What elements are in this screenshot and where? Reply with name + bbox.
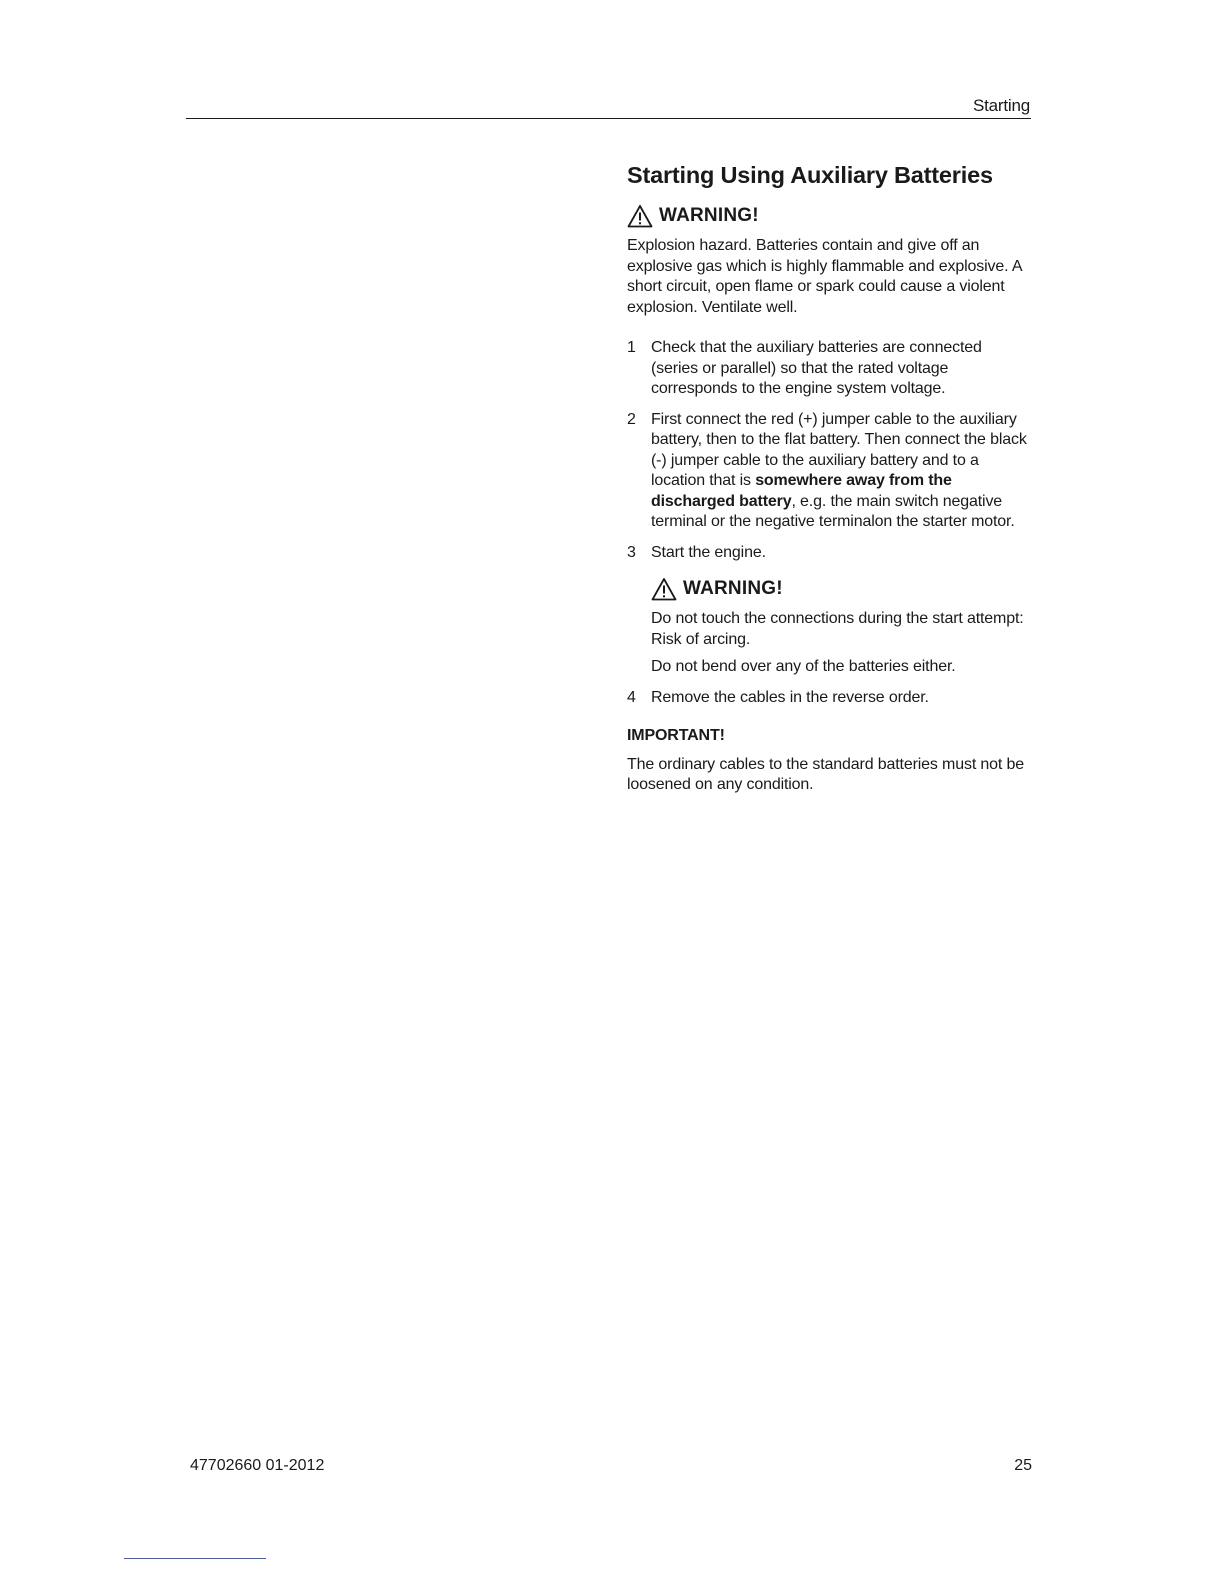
step-text-continued: , e.g. the main switch negative terminal or the negative terminalon the starter motor. <box>651 492 1015 530</box>
page-number: 25 <box>1014 1457 1032 1474</box>
step-item <box>627 688 1033 709</box>
warning-label: WARNING! <box>683 577 783 599</box>
warning-icon <box>651 577 677 601</box>
warning-text: Do not bend over any of the batteries either. <box>651 658 956 675</box>
warning-text: Explosion hazard. Batteries contain and give off an explosive gas which is highly flammable and explosive. A short circuit, open flame or spark could cause a violent explosion. Ventilate well. <box>627 237 1022 316</box>
warning-icon <box>627 204 653 228</box>
document-number: 47702660 01-2012 <box>190 1457 325 1474</box>
step-text: Start the engine. <box>651 543 766 561</box>
step-item <box>627 543 1033 678</box>
running-header: Starting <box>973 96 1030 115</box>
step-number: 1 <box>627 339 636 356</box>
content-column <box>627 160 1033 796</box>
important-heading: IMPORTANT! <box>627 727 725 744</box>
step-number: 2 <box>627 410 636 428</box>
important-text: The ordinary cables to the standard batteries must not be loosened on any condition. <box>627 755 1025 793</box>
step-text: Check that the auxiliary batteries are connected (series or parallel) so that the rated voltage corresponds to the engine system voltage. <box>651 339 982 397</box>
step-number: 4 <box>627 688 636 706</box>
steps-list <box>627 338 1033 708</box>
step-item <box>627 338 1033 400</box>
section-title: Starting Using Auxiliary Batteries <box>627 162 993 188</box>
step-text: First connect the red (+) jumper cable to the auxiliary battery, then to the flat battery. Then connect the black (-) jumper cable to the auxiliary battery and to a location that is <box>651 410 1027 489</box>
header-rule <box>186 118 1031 119</box>
step-item <box>627 410 1033 533</box>
warning-label: WARNING! <box>659 204 759 226</box>
step-text: Remove the cables in the reverse order. <box>651 688 929 706</box>
step-number: 3 <box>627 543 636 561</box>
step-text-emphasis: somewhere away from the discharged battery <box>651 472 952 510</box>
scan-artifact-line <box>124 1558 266 1559</box>
nested-warning <box>651 577 1033 678</box>
warning-heading <box>651 577 1033 601</box>
warning-text: Do not touch the connections during the start attempt: Risk of arcing. <box>651 610 1024 648</box>
warning-heading <box>627 204 1033 228</box>
